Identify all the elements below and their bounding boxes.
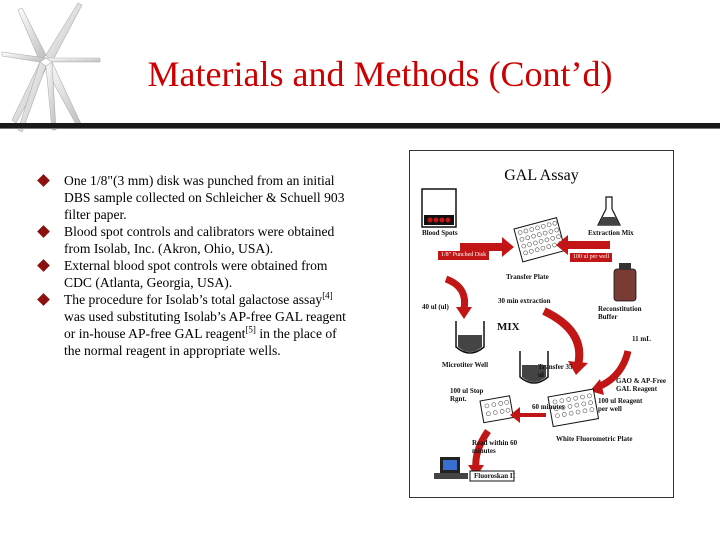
label-volume-11ml: 11 mL (632, 335, 651, 343)
label-read-within: Read within 60 minutes (472, 439, 518, 455)
bullet-item: One 1/8"(3 mm) disk was punched from an initial DBS sample collected on Schleicher & Schuell 903 filter paper. (38, 172, 356, 223)
microtiter-well-icon (456, 321, 484, 353)
label-reagent-per-well: 100 ul Reagent per well (598, 397, 643, 413)
label-white-plate: White Fluorometric Plate (556, 435, 633, 443)
diagram-graphics (410, 151, 673, 497)
label-extraction-mix: Extraction Mix (588, 229, 634, 237)
diamond-bullet-icon (37, 225, 50, 238)
flask-icon (598, 197, 620, 225)
title-divider-thin (0, 128, 720, 129)
buffer-bottle-icon (614, 263, 636, 301)
label-punched-disk: 1/8" Punched Disk (438, 251, 489, 260)
diamond-bullet-icon (37, 174, 50, 187)
diagram-title: GAL Assay (504, 167, 579, 184)
arrow-left-icon (556, 235, 610, 255)
label-fluoroskan: Fluoroskan II (474, 472, 516, 480)
diamond-bullet-icon (37, 259, 50, 272)
slide-title: Materials and Methods (Cont’d) (147, 54, 613, 94)
transfer-plate-icon (514, 218, 565, 262)
label-volume-40ul: 40 ul (ul) (422, 303, 449, 311)
label-transfer-plate: Transfer Plate (506, 273, 549, 281)
bullet-list (38, 172, 356, 359)
bullet-item: Blood spot controls and calibrators were obtained from Isolab, Inc. (Akron, Ohio, USA). (38, 223, 356, 257)
label-transfer-35ul: Transfer 35 ul (538, 363, 573, 379)
label-extraction-30min: 30 min extraction (498, 297, 551, 305)
diamond-bullet-icon (37, 293, 50, 306)
label-reconstitution-buffer: Reconstitution Buffer (598, 305, 642, 321)
stop-plate-icon (480, 396, 513, 423)
label-blood-spots: Blood Spots (422, 229, 458, 237)
label-mix: MIX (497, 321, 520, 333)
gal-assay-diagram (409, 150, 674, 498)
bullet-item: External blood spot controls were obtained from CDC (Atlanta, Georgia, USA). (38, 257, 356, 291)
label-microtiter-well: Microtiter Well (442, 361, 489, 369)
label-stop-rgnt: 100 ul Stop Rgnt. (450, 387, 484, 403)
label-volume-100ul: 100 ul per well (570, 253, 612, 262)
blood-spots-card-icon (422, 189, 456, 227)
curved-arrow-icon (544, 311, 579, 365)
bullet-item: The procedure for Isolab’s total galactose assay[4] was used substituting Isolab’s AP-free GAL reagent or in-house AP-free GAL reagent[5] in the place of the normal reagent in appropriate wells. (38, 291, 356, 359)
label-gal-reagent: GAO & AP-Free GAL Reagent (616, 377, 667, 393)
label-60-minutes: 60 minutes (532, 403, 565, 411)
